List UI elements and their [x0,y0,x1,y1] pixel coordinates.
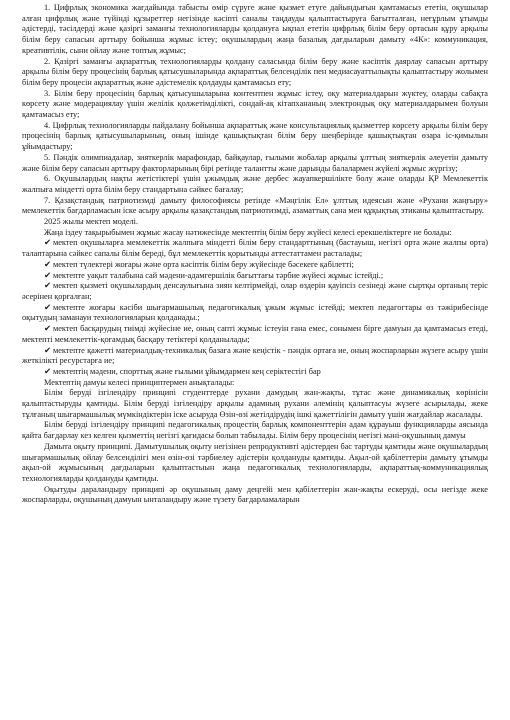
checkmark-icon: ✔ [44,281,51,291]
paragraph-goal-6: 6. Оқушылардың нақты жетістіктері үшін ұжымдық және дербес жауапкершілікте болу және оларды ҚР Мемлекеттік жалпыға міндетті орта білім беру стандартына сәйкес бағалау; [22,174,488,194]
paragraph-goal-4: 4. Цифрлық технологияларды пайдалану бойынша ақпараттық және консультациялық қызметтер көрсету арқылы білім беру процесінің барлық қатысушыларының, оның ішінде қашықтықтан білім беру шеңберінде қашықтықтан өзара іс-қимылын ұйымдастыру; [22,120,488,152]
checklist-item-text: мектептің мәдени, спорттық және ғылыми ұйымдармен кең серіктестігі бар [52,366,321,376]
checklist-item [22,346,488,367]
checklist-item-text: мектеп оқушыларға мемлекеттік жалпыға міндетті білім беру стандарттының (бастауыш, негізгі орта және жалпы орта) талаптарына сәйкес сапалы білім береді, бұл мемлекеттік қорытынды аттестаттамен расталады; [22,238,488,259]
section-heading-model-2025: 2025 жылы мектеп моделі. [44,217,139,227]
checkmark-icon: ✔ [44,345,51,355]
checklist-item [22,238,488,259]
paragraph-goal-2: 2. Қазіргі заманғы ақпараттық технологияларды қолдану саласында білім беру және кәсіптік даярлау сапасын арттыру арқылы білім беру процесінің барлық қатысушыларында ақпараттық белсенділік пен медиасауаттылықты қалыптастыру жолымен білім беру процесін ақпараттық және әдістемелік қолдауды қамтамасыз ету; [22,56,488,87]
checkmark-icon: ✔ [44,259,51,269]
checkmark-icon: ✔ [44,366,51,376]
checkmark-icon: ✔ [44,302,51,312]
checkmark-icon: ✔ [44,270,51,280]
checklist-item [22,367,488,378]
checklist-item-text: мектеп қызметі оқушылардың денсаулығына зиян келтірмейді, олар өздерін қауіпсіз сезінеді және сыртқы ортаның теріс әсерінен қорғалған; [22,281,488,301]
section-heading-principles: Мектептің дамуы келесі принциптермен анықталады: [44,377,235,387]
paragraph-principle-developmental: Дамыта оқыту принципі. Дамытушылық оқыту негізінен репродуктивті әдістерден бас тартуды қамтиды және оқушылардың шығармашылық ойлау белсенділігі мен өзін-өзі тәрбиелеу әдістерін қолдануды қамтиды. Ақыл-ой қабілеттерін дамыту ұтымды ақыл-ой жұмысының дағдыларын қалыптастыын жаңа педагогикалық технологияларды, ақпараттық-коммуникациялық технологияларды қолдануды қамтиды. [22,441,488,483]
paragraph-intro-features: Жаңа іздеу тақырыбымен жұмыс жасау нәтижесінде мектептің білім беру жүйесі келесі ерекшеліктерге не болады: [44,227,452,237]
checklist-item [22,303,488,324]
checkmark-icon: ✔ [44,238,51,248]
checklist-item-text: мектеп түлектері жоғары және орта кәсіптік білім беру жүйесінде бәсекеге қабілетті; [52,259,354,269]
paragraph-goal-1: 1. Цифрлық экономика жағдайында табысты өмір сүруге және қызмет етуге дайындығын қамтамасыз ететін, оқушылар алған цифрлық және түйінді құзыреттер негізінде кәсіпті саналы таңдауды қалыптастыруға бағытталған, неғұрлым ұтымды әдістерді, тәсілдерді және қазіргі заманғы технологияларды қолдануға ықпал ететін цифрлық білім беру ортасын құру арқылы білім беру сапасын арттыру бойынша жұмыс істеу; оқушылардың жаңа базалық дағдыларын дамыту «4К»: коммуникация, креативтілік, сыни ойлау және топтық жұмыс; [22,3,488,55]
checklist-item-text: мектепте қажетті материалдық-техникалық базаға және кеңістік - пәндік ортаға ие, оның жоспарларын жүзеге асыру үшін жеткілікті ресурстарға ие; [22,345,488,366]
checklist-item [22,271,488,282]
paragraph-goal-7: 7. Қазақстандық патриотизмді дамыту философиясы ретінде «Мәңгілік Ел» ұлттық идеясын және «Рухани жаңғыру» мемлекеттік бағдарламасын іске асыру арқылы қазақстандық патриотизмді, азаматтық сана мен құқықтық этиканы қалыптастыру. [22,195,488,216]
paragraph-principle-humanization: Білім беруді ізгілендіру принципі студенттерде рухани дамудың жан-жақты, тұтас және динамикалық көрінісін қалыптастыруды қамтиды. Білім беруді ізгілендіру арқылы адамның рухани әлемінің қалыптасуы жүзеге асырылады, жеке тұлғаның шығармашылық мүмкіндіктерін іске асыруда Өзін-өзі жетілдірудің ішкі қажеттілігін дамыту үшін жағдайлар жасалады. [22,388,488,419]
paragraph-goal-3: 3. Білім беру процесінің барлық қатысушыларына контентпен жұмыс істеу, оқу материалдарын жүктеу, оларды сабақта көрсету және модерациялау үшін желілік қолжетімділікті, сондай-ақ кітапхананың электрондық оқу материалдарымен болуын қамтамасыз ету; [22,88,488,120]
checklist-item [22,281,488,302]
checklist-item-text: мектепте уақыт талабына сай мәдени-адамгершілік бағыттағы тәрбие жүйесі жұмыс істейді.; [52,270,384,280]
checklist-item-text: мектепте жоғары кәсіби шығармашылық педагогикалық ұжым жұмыс істейді; мектеп педагогтары өз тәжірибесінде оқытудың заманауи технологияларын қолданады.; [22,302,488,323]
paragraph-goal-5: 5. Пәндік олимпиадалар, зияткерлік марафондар, байқаулар, ғылыми жобалар арқылы ұлттың зияткерлік әлеуетін дамыту және білім беру сапасын арттыру факторларының бірі ретінде талантты және дарынды балалармен жүйелі жұмыс жүргізу; [22,152,488,173]
checklist-item [22,260,488,271]
paragraph-principle-individualization: Оқытуды дараландыру принципі әр оқушының даму деңгейі мен қабілеттерін жан-жақты ескеруді, осы негізде жеке жоспарларды, оқушының дамуын ынталандыру және түзету бағдарламаларын [22,484,488,505]
checklist-item [22,324,488,345]
checkmark-icon: ✔ [44,324,51,334]
paragraph-principle-humanization-2: Білім беруді ізгілендіру принципі педагогикалық процестің барлық компоненттерін адам құрауыш функцияларды аясында қайта бағдарлау кез келген қызметтің негізгі қағидасы болып табылады. Білім беру процесінің негізгі мәні-оқушының дамуы [22,420,488,441]
checklist-item-text: мектеп басқарудың тиімді жүйесіне ие, оның сапті жұмыс істеуін ғана емес, сонымен бірге дамуын да қамтамасыз етеді, мектепті мемлекеттік-қоғамдық басқару тетіктері қолданылады; [22,324,488,344]
